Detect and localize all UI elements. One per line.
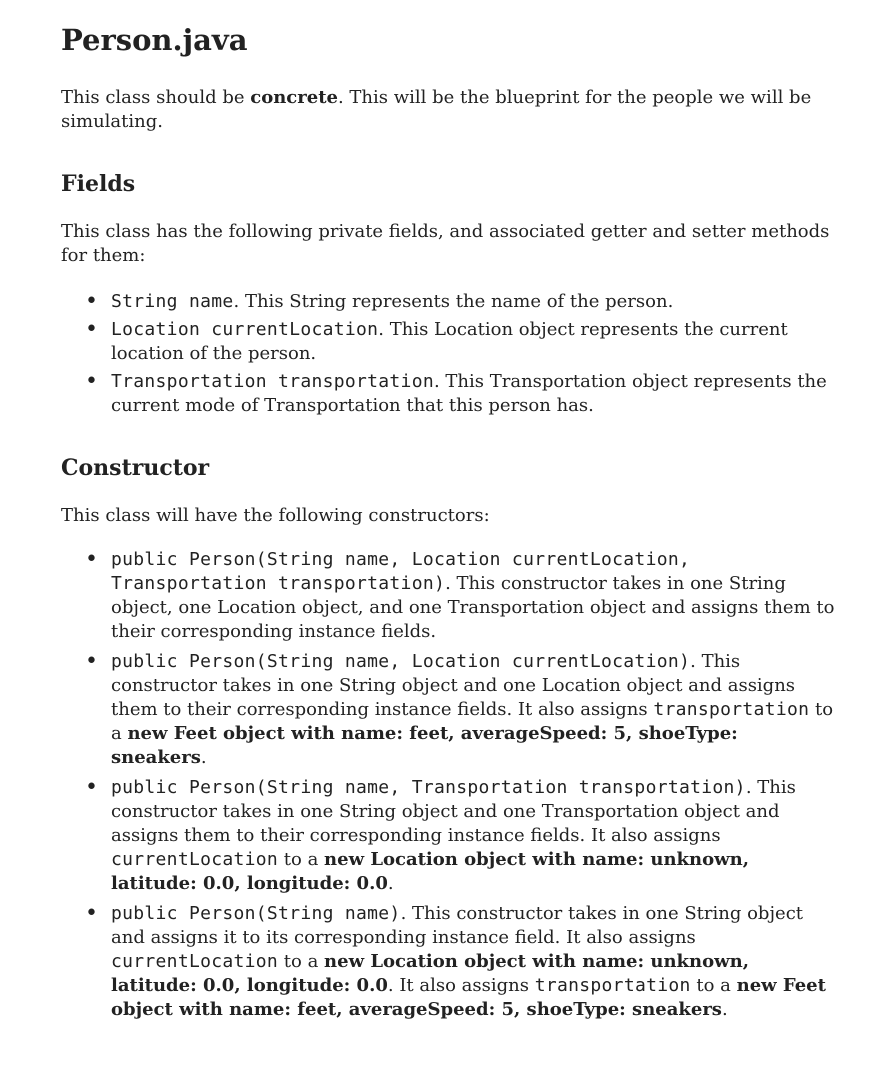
connector-text: to a: [690, 975, 737, 996]
mid-text: . It also assigns: [387, 975, 535, 996]
field-reference: currentLocation: [111, 849, 279, 870]
list-item: [111, 548, 838, 644]
connector-text: to a: [278, 849, 325, 870]
constructor-signature: public Person(String name): [111, 903, 401, 924]
intro-text-before: This class should be: [61, 87, 251, 108]
fields-heading: Fields: [61, 171, 136, 197]
list-item: [111, 290, 838, 314]
intro-paragraph: [61, 86, 838, 134]
list-item: [111, 318, 838, 366]
connector-text: to a: [111, 699, 834, 744]
connector-text: to a: [278, 951, 325, 972]
constructor-list: [61, 548, 838, 1022]
constructor-heading: Constructor: [61, 455, 210, 481]
constructor-signature: public Person(String name, Location currentLocation): [111, 651, 691, 672]
field-code: Location currentLocation: [111, 319, 379, 340]
field-reference: currentLocation: [111, 951, 279, 972]
field-description: . This Location object represents the current location of the person.: [111, 319, 788, 364]
default-value: new Location object with name: unknown, latitude: 0.0, longitude: 0.0: [111, 849, 749, 894]
list-item: [111, 776, 838, 896]
default-value: new Feet object with name: feet, averageSpeed: 5, shoeType: sneakers: [111, 975, 826, 1020]
constructor-description: . This constructor takes in one String object and one Location object and assigns them to their corresponding instance fields. It also assigns: [111, 651, 796, 720]
constructor-description: . This constructor takes in one String object and assigns it to its corresponding instance field. It also assigns: [111, 903, 804, 948]
intro-bold: concrete: [250, 87, 338, 108]
constructor-description: . This constructor takes in one String object, one Location object, and one Transportation object and assigns them to their corresponding instance fields.: [111, 573, 835, 642]
field-description: . This Transportation object represents the current mode of Transportation that this person has.: [111, 371, 827, 416]
sentence-end: .: [721, 999, 728, 1020]
list-item: [111, 650, 838, 770]
list-item: [111, 370, 838, 418]
constructor-description: . This constructor takes in one String object and one Transportation object and assigns them to their corresponding instance fields. It also assigns: [111, 777, 796, 846]
constructor-signature: public Person(String name, Transportation transportation): [111, 777, 746, 798]
constructor-signature: public Person(String name, Location currentLocation, Transportation transportation): [111, 549, 691, 594]
page-title: Person.java: [61, 23, 248, 57]
sentence-end: .: [387, 873, 394, 894]
fields-intro: This class has the following private fields, and associated getter and setter methods for them:: [61, 221, 830, 266]
fields-list: [61, 290, 838, 418]
field-code: String name: [111, 291, 234, 312]
default-value: new Location object with name: unknown, latitude: 0.0, longitude: 0.0: [111, 951, 749, 996]
constructor-intro: This class will have the following constructors:: [61, 505, 490, 526]
field-code: Transportation transportation: [111, 371, 434, 392]
field-reference: transportation: [534, 975, 691, 996]
list-item: [111, 902, 838, 1022]
intro-text-after: . This will be the blueprint for the people we will be simulating.: [61, 87, 812, 132]
default-value: new Feet object with name: feet, averageSpeed: 5, shoeType: sneakers: [111, 723, 738, 768]
field-reference: transportation: [653, 699, 810, 720]
sentence-end: .: [200, 747, 207, 768]
field-description: . This String represents the name of the person.: [233, 291, 674, 312]
